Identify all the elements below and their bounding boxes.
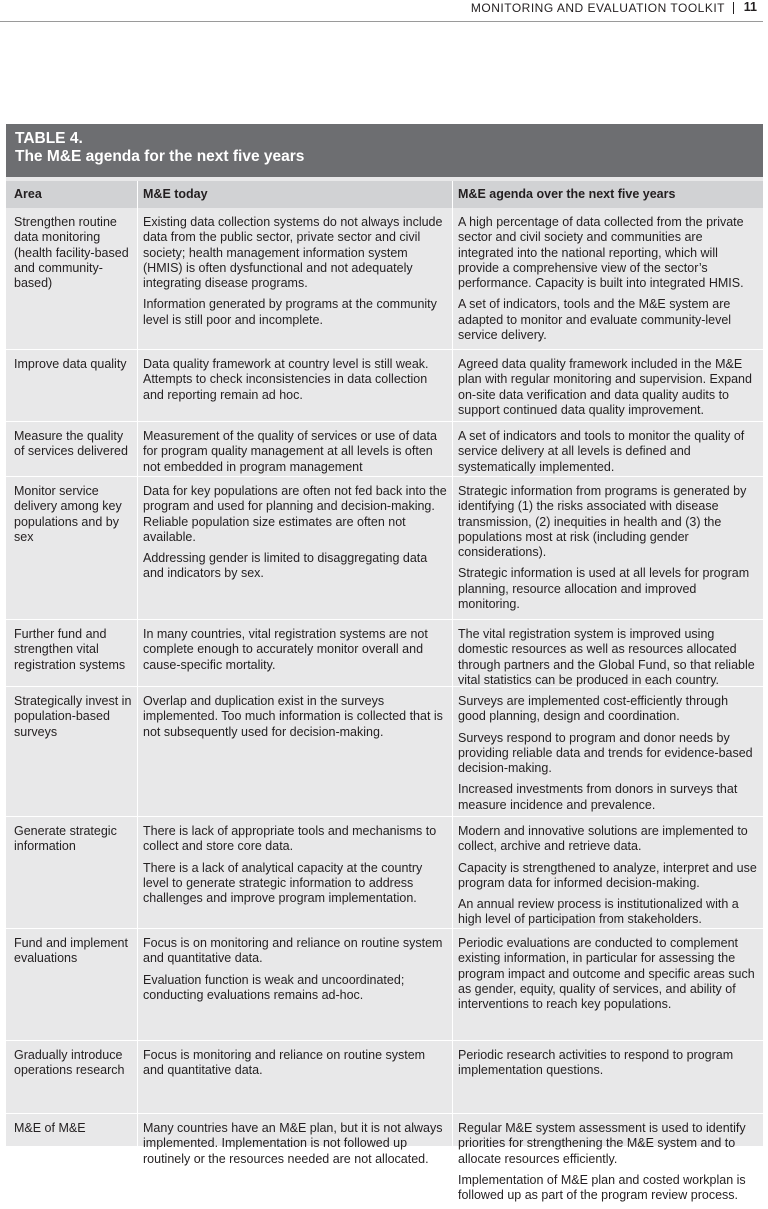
column-header-area: Area <box>14 187 42 201</box>
cell-paragraph: There is lack of appropriate tools and mechanisms to collect and store core data. <box>143 824 437 854</box>
today-cell <box>143 357 448 409</box>
table-row <box>6 687 763 817</box>
table-label: TABLE 4. <box>15 130 83 147</box>
agenda-table <box>6 124 763 1203</box>
agenda-cell <box>458 1048 758 1085</box>
today-cell <box>143 936 448 1009</box>
cell-paragraph: Data for key populations are often not fed back into the program and used for planning and decision-making. Reliable population size estimates are often not available. <box>143 484 447 544</box>
cell-paragraph: Overlap and duplication exist in the surveys implemented. Too much information is collected that is not subsequently used for decision-making. <box>143 694 443 739</box>
today-cell <box>143 429 448 481</box>
area-cell: M&E of M&E <box>14 1121 86 1135</box>
today-cell <box>143 1048 448 1085</box>
table-row <box>6 1041 763 1114</box>
agenda-cell <box>458 1121 758 1209</box>
cell-paragraph: Surveys are implemented cost-efficiently through good planning, design and coordination. <box>458 694 729 724</box>
today-cell <box>143 627 448 679</box>
table-row <box>6 620 763 687</box>
document-title: MONITORING AND EVALUATION TOOLKIT <box>470 1 725 15</box>
table-row <box>6 1114 763 1203</box>
cell-paragraph: Existing data collection systems do not always include data from the public sector, private sector and civil society; health management information system (HMIS) is often dysfunctional and not adequately integrating disease programs. <box>143 215 443 291</box>
table-title: The M&E agenda for the next five years <box>15 148 305 165</box>
cell-paragraph: Periodic evaluations are conducted to complement existing information, in particular for assessing the program impact and outcome and specific areas such as gender, equity, quality of services, and ability of interventions to reach key populations. <box>458 936 755 1012</box>
page-number: 11 <box>743 0 757 14</box>
area-cell: Measure the quality of services delivered <box>14 429 128 459</box>
cell-paragraph: Focus is on monitoring and reliance on routine system and quantitative data. <box>143 936 443 966</box>
table-title-bar <box>6 124 763 177</box>
cell-paragraph: Surveys respond to program and donor needs by providing reliable data and trends for evidence-based decision-making. <box>458 730 753 776</box>
today-cell <box>143 694 448 746</box>
cell-paragraph: The vital registration system is improved using domestic resources as well as resources allocated through partners and the Global Fund, so that reliable vital statistics can be produced in each country. <box>458 627 755 687</box>
table-row <box>6 477 763 620</box>
column-header-agenda: M&E agenda over the next five years <box>458 187 676 201</box>
table-row <box>6 350 763 422</box>
cell-paragraph: A set of indicators and tools to monitor the quality of service delivery at all levels is defined and systematically implemented. <box>458 429 745 474</box>
table-row <box>6 929 763 1041</box>
table-row <box>6 817 763 929</box>
today-cell <box>143 215 448 334</box>
cell-paragraph: Periodic research activities to respond to program implementation questions. <box>458 1048 734 1078</box>
running-header <box>0 0 763 22</box>
cell-paragraph: In many countries, vital registration systems are not complete enough to accurately monitor overall and cause-specific mortality. <box>143 627 428 672</box>
table-row <box>6 422 763 477</box>
area-cell: Strategically invest in population-based surveys <box>14 694 132 739</box>
column-divider <box>452 181 453 1146</box>
agenda-cell <box>458 215 758 349</box>
table-row <box>6 208 763 350</box>
area-cell: Improve data quality <box>14 357 127 371</box>
cell-paragraph: Increased investments from donors in surveys that measure incidence and prevalence. <box>458 782 738 812</box>
cell-paragraph: Regular M&E system assessment is used to identify priorities for strengthening the M&E system and to allocate resources efficiently. <box>458 1121 746 1166</box>
column-divider <box>137 181 138 1146</box>
today-cell <box>143 1121 448 1173</box>
cell-paragraph: Strategic information is used at all levels for program planning, resource allocation and improved monitoring. <box>458 566 750 612</box>
cell-paragraph: Modern and innovative solutions are implemented to collect, archive and retrieve data. <box>458 824 748 854</box>
today-cell <box>143 484 448 588</box>
cell-paragraph: Data quality framework at country level is still weak. Attempts to check inconsistencies in data collection and reporting remain ad hoc. <box>143 357 429 402</box>
agenda-cell <box>458 429 758 481</box>
cell-paragraph: Implementation of M&E plan and costed workplan is followed up as part of the program review process. <box>458 1172 746 1203</box>
column-header-today: M&E today <box>143 187 208 201</box>
cell-paragraph: An annual review process is institutionalized with a high level of participation from stakeholders. <box>458 897 739 927</box>
cell-paragraph: Many countries have an M&E plan, but it is not always implemented. Implementation is not followed up routinely or the resources needed are not allocated. <box>143 1121 443 1166</box>
agenda-cell <box>458 357 758 424</box>
cell-paragraph: There is a lack of analytical capacity at the country level to generate strategic information to address challenges and improve program implementation. <box>143 860 423 906</box>
area-cell: Fund and implement evaluations <box>14 936 128 966</box>
cell-paragraph: Agreed data quality framework included in the M&E plan with regular monitoring and supervision. Expand on-site data verification and data quality audits to support continued data quality improvement. <box>458 357 752 417</box>
area-cell: Further fund and strengthen vital registration systems <box>14 627 126 672</box>
today-cell <box>143 824 448 912</box>
agenda-cell <box>458 694 758 819</box>
cell-paragraph: Strategic information from programs is generated by identifying (1) the risks associated with disease transmission, (2) inequities in health and (3) the populations most at risk (including gender considerations). <box>458 484 747 560</box>
area-cell: Monitor service delivery among key populations and by sex <box>14 484 122 544</box>
cell-paragraph: Evaluation function is weak and uncoordinated; conducting evaluations remains ad-hoc. <box>143 972 405 1002</box>
agenda-cell <box>458 484 758 618</box>
area-cell: Strengthen routine data monitoring (health facility-based and community-based) <box>14 215 129 291</box>
agenda-cell <box>458 627 758 694</box>
cell-paragraph: Addressing gender is limited to disaggregating data and indicators by sex. <box>143 551 428 581</box>
header-separator <box>733 2 734 14</box>
cell-paragraph: Capacity is strengthened to analyze, interpret and use program data for informed decision-making. <box>458 860 757 890</box>
cell-paragraph: Focus is monitoring and reliance on routine system and quantitative data. <box>143 1048 426 1078</box>
cell-paragraph: Measurement of the quality of services or use of data for program quality management at all levels is often not embedded in program management <box>143 429 437 474</box>
agenda-cell <box>458 936 758 1018</box>
area-cell: Gradually introduce operations research <box>14 1048 125 1078</box>
agenda-cell <box>458 824 758 934</box>
cell-paragraph: Information generated by programs at the community level is still poor and incomplete. <box>143 297 437 327</box>
cell-paragraph: A set of indicators, tools and the M&E system are adapted to monitor and evaluate community-level service delivery. <box>458 297 732 343</box>
area-cell: Generate strategic information <box>14 824 117 854</box>
cell-paragraph: A high percentage of data collected from the private sector and civil society and communities are integrated into the national reporting, which will provide a comprehensive view of the sector’s performance. Capacity is built into integrated HMIS. <box>458 215 744 291</box>
table-header-row <box>6 181 763 208</box>
